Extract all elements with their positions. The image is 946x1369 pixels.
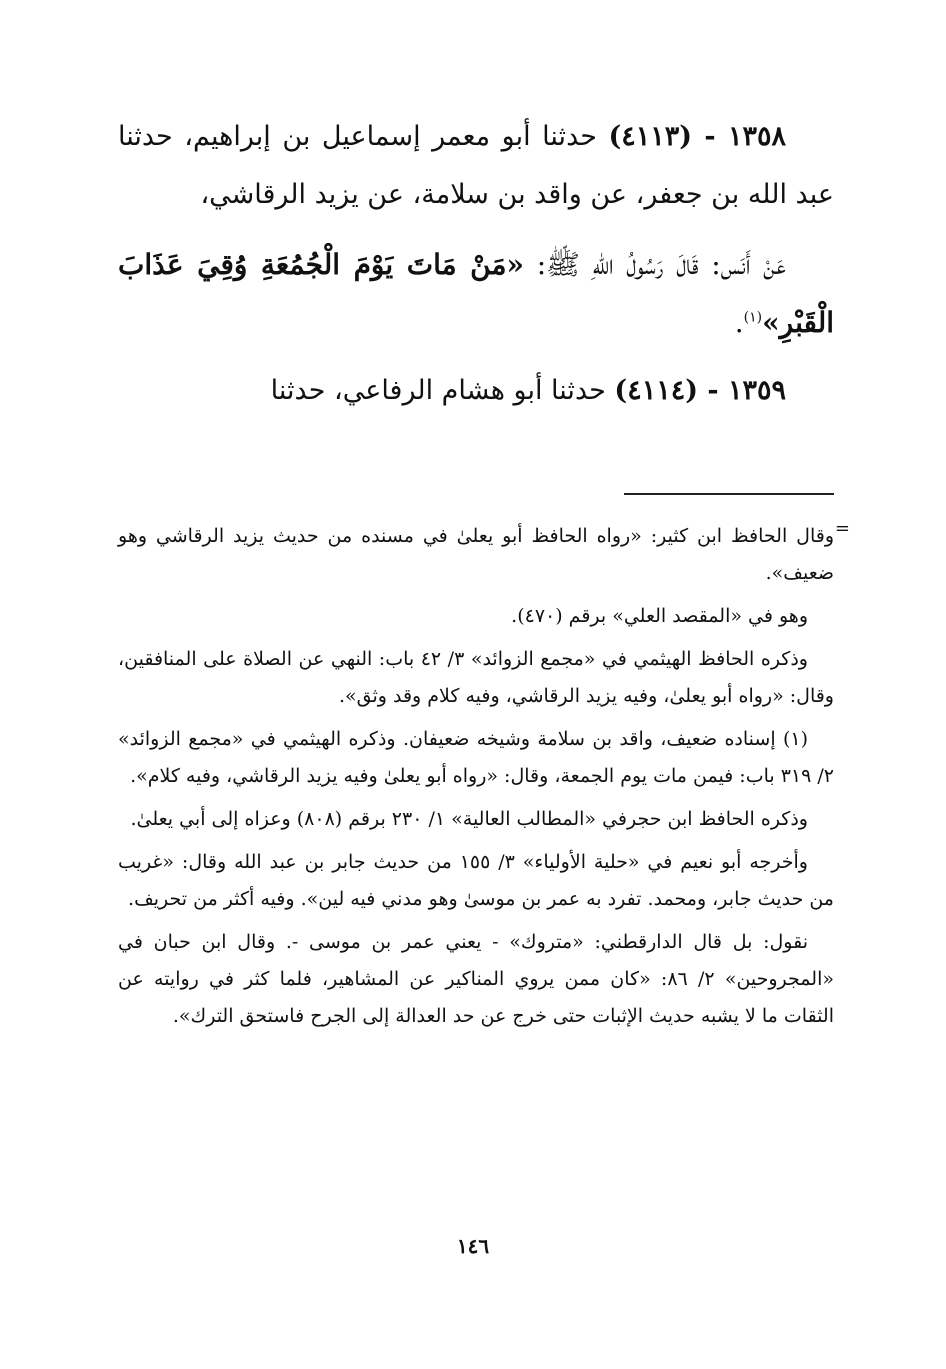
footnotes (118, 518, 850, 1041)
hadith-1358-narrator: عَنْ أَنَس: قَالَ رَسُولُ اللهِ ﷺ: (536, 248, 786, 281)
hadith-1359-paragraph (118, 362, 834, 420)
hadith-1358-number: ١٣٥٨ - (٤١١٣) (608, 121, 786, 152)
footnote-paragraph-4: (١) إسناده ضعيف، واقد بن سلامة وشيخه ضعيفان. وذكره الهيثمي في «مجمع الزوائد» ٢/ ٣١٩ باب: فيمن مات يوم الجمعة، وقال: «رواه أبو يعلىٰ وفيه يزيد الرقاشي، وفيه كلام». (118, 728, 834, 787)
hadith-1358-text-paragraph (118, 236, 834, 352)
footnote-paragraph-1: وقال الحافظ ابن كثير: «رواه الحافظ أبو يعلىٰ في مسنده من حديث يزيد الرقاشي وهو ضعيف». (118, 525, 834, 584)
hadith-1358-end: . (734, 306, 744, 339)
footnote-paragraph-2: وهو في «المقصد العلي» برقم (٤٧٠). (511, 605, 808, 627)
page-number: ١٤٦ (456, 1234, 490, 1258)
footnote-paragraph-3: وذكره الحافظ الهيثمي في «مجمع الزوائد» ٣/ ٤٢ باب: النهي عن الصلاة على المنافقين، وقال: «رواه أبو يعلىٰ، وفيه يزيد الرقاشي، وفيه كلام وقد وثق». (118, 648, 834, 707)
footnote-separator (624, 493, 834, 495)
footnote-paragraph-7: نقول: بل قال الدارقطني: «متروك» - يعني عمر بن موسى -. وقال ابن حبان في «المجروحين» ٢/ ٨٦: «كان ممن يروي المناكير عن المشاهير، فلما كثر في روايته عن الثقات ما لا يشبه حديث الإثبات حتى خرج عن حد العدالة إلى الجرح فاستحق الترك». (118, 931, 834, 1027)
hadith-1358-isnad: حدثنا أبو معمر إسماعيل بن إبراهيم، حدثنا عبد الله بن جعفر، عن واقد بن سلامة، عن يزيد الرقاشي، (118, 121, 834, 210)
footnote-reference: (١) (743, 309, 763, 326)
hadith-1359-number: ١٣٥٩ - (٤١١٤) (614, 375, 786, 406)
continuation-mark: = (834, 518, 850, 539)
main-text (118, 108, 834, 420)
hadith-1358-matn: «مَنْ مَاتَ يَوْمَ الْجُمُعَةِ وُقِيَ عَذَابَ الْقَبْرِ» (118, 248, 834, 339)
hadith-1359-isnad: حدثنا أبو هشام الرفاعي، حدثنا (270, 375, 606, 406)
footnote-paragraph-5: وذكره الحافظ ابن حجرفي «المطالب العالية» ١/ ٢٣٠ برقم (٨٠٨) وعزاه إلى أبي يعلىٰ. (130, 808, 808, 830)
hadith-1358-isnad-paragraph (118, 108, 834, 224)
footnote-paragraph-6: وأخرجه أبو نعيم في «حلية الأولياء» ٣/ ١٥٥ من حديث جابر بن عبد الله وقال: «غريب من حديث جابر، ومحمد. تفرد به عمر بن موسىٰ وهو مدني فيه لين». وفيه أكثر من تحريف. (118, 851, 834, 910)
